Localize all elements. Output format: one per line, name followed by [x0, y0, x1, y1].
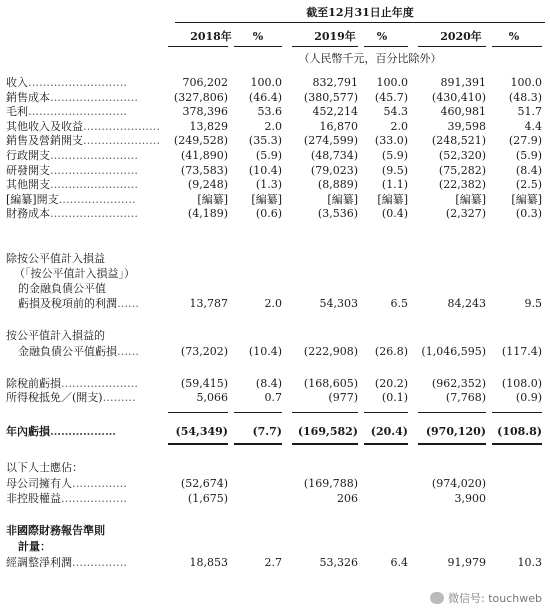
- cell-2020: (962,352): [431, 377, 486, 390]
- cell-2019-pct: (5.9): [381, 149, 408, 162]
- cell-2019: (8,889): [317, 178, 358, 191]
- loss-bottom-rule-2019: [292, 443, 358, 445]
- cell-2019: (977): [328, 391, 358, 404]
- cell-2020: (75,282): [438, 164, 486, 177]
- fv-gain-line-3: 的金融負債公平值: [18, 282, 106, 295]
- cell-2020: 84,243: [447, 297, 486, 310]
- attr-nci-label: 非控股權益………………: [6, 492, 127, 505]
- cell-2018: 13,829: [189, 120, 228, 133]
- cell-2020-pct: (5.9): [515, 149, 542, 162]
- cell-2018: (54,349): [175, 425, 228, 438]
- cell-2018-pct: 100.0: [250, 76, 282, 89]
- loss-top-rule-2019: [292, 412, 358, 413]
- col-2020: 2020年: [440, 30, 482, 43]
- pretax-label: 除稅前虧損…………………: [6, 377, 138, 390]
- col-2020-pct: %: [508, 30, 520, 43]
- cell-2018-pct: (7.7): [252, 425, 282, 438]
- cell-2019-pct: (9.5): [381, 164, 408, 177]
- adjusted-net-profit-label: 經調整淨利潤……………: [6, 556, 127, 569]
- cell-2019: (222,908): [303, 345, 358, 358]
- cell-2020: 3,900: [454, 492, 486, 505]
- cell-2018-pct: (10.4): [248, 164, 282, 177]
- cell-2019-pct: 100.0: [376, 76, 408, 89]
- cell-2019: 206: [337, 492, 358, 505]
- col-2019-pct: %: [376, 30, 388, 43]
- loss-top-rule-2020: [418, 412, 486, 413]
- fv-loss-line-2: 金融負債公平值虧損……: [18, 345, 139, 358]
- cell-2020-pct: [編纂]: [511, 193, 542, 206]
- cell-2018-pct: 2.0: [264, 120, 282, 133]
- period-rule: [175, 22, 545, 23]
- loss-bottom-rule-2019-pct: [364, 443, 408, 445]
- attr-heading: 以下人士應佔：: [6, 461, 83, 474]
- cell-2018: 706,202: [182, 76, 228, 89]
- unit-note: （人民幣千元，百分比除外）: [298, 52, 442, 65]
- attr-owners-label: 母公司擁有人……………: [6, 477, 127, 490]
- fv-gain-line-1: 除按公平值計入損益: [6, 252, 105, 265]
- row-label: 其他收入及收益…………………: [6, 120, 160, 133]
- cell-2018: (52,674): [180, 477, 228, 490]
- col-rule-2018-pct: [234, 46, 282, 47]
- col-2018-pct: %: [252, 30, 264, 43]
- col-rule-2019: [292, 46, 358, 47]
- row-label: 研發開支……………………: [6, 164, 138, 177]
- watermark: 微信号: touchweb: [430, 590, 542, 606]
- cell-2020-pct: (27.9): [508, 134, 542, 147]
- col-rule-2020-pct: [492, 46, 542, 47]
- cell-2018-pct: (10.4): [248, 345, 282, 358]
- cell-2019-pct: 54.3: [383, 105, 408, 118]
- cell-2019-pct: (33.0): [374, 134, 408, 147]
- row-label: 財務成本……………………: [6, 207, 138, 220]
- loss-top-rule-2019-pct: [364, 412, 408, 413]
- col-rule-2018: [168, 46, 228, 47]
- cell-2020-pct: 100.0: [510, 76, 542, 89]
- cell-2018: (327,806): [173, 91, 228, 104]
- cell-2018: (4,189): [187, 207, 228, 220]
- cell-2018: 13,787: [189, 297, 228, 310]
- non-ifrs-heading-2: 計量：: [18, 540, 51, 553]
- cell-2020: (974,020): [431, 477, 486, 490]
- cell-2019: (3,536): [317, 207, 358, 220]
- cell-2020: 91,979: [447, 556, 486, 569]
- row-label: [編纂]開支…………………: [6, 193, 136, 206]
- loss-top-rule-2018-pct: [234, 412, 282, 413]
- col-rule-2020: [418, 46, 486, 47]
- row-label: 銷售及營銷開支…………………: [6, 134, 160, 147]
- col-2019: 2019年: [314, 30, 356, 43]
- cell-2020: (248,521): [431, 134, 486, 147]
- loss-top-rule-2020-pct: [492, 412, 542, 413]
- cell-2020-pct: (108.0): [501, 377, 542, 390]
- cell-2018-pct: (1.3): [255, 178, 282, 191]
- cell-2019: (380,577): [303, 91, 358, 104]
- cell-2019: (169,788): [303, 477, 358, 490]
- cell-2020-pct: (0.9): [515, 391, 542, 404]
- cell-2020-pct: 10.3: [517, 556, 542, 569]
- loss-bottom-rule-2018-pct: [234, 443, 282, 445]
- tax-label: 所得稅抵免／(開支)………: [6, 391, 136, 404]
- cell-2019-pct: (0.1): [381, 391, 408, 404]
- col-rule-2019-pct: [364, 46, 408, 47]
- cell-2018: 18,853: [189, 556, 228, 569]
- cell-2018-pct: 53.6: [257, 105, 282, 118]
- col-2018: 2018年: [190, 30, 232, 43]
- cell-2020: 39,598: [447, 120, 486, 133]
- row-label: 銷售成本……………………: [6, 91, 138, 104]
- cell-2018: 378,396: [182, 105, 228, 118]
- cell-2019: (168,605): [303, 377, 358, 390]
- cell-2018-pct: 0.7: [264, 391, 282, 404]
- row-label: 收入………………………: [6, 76, 127, 89]
- cell-2018: (249,528): [173, 134, 228, 147]
- cell-2020: [編纂]: [455, 193, 486, 206]
- row-label: 其他開支……………………: [6, 178, 138, 191]
- cell-2018: 5,066: [196, 391, 228, 404]
- cell-2019-pct: (0.4): [381, 207, 408, 220]
- loss-bottom-rule-2020: [418, 443, 486, 445]
- fv-loss-line-1: 按公平值計入損益的: [6, 329, 105, 342]
- cell-2018-pct: (35.3): [248, 134, 282, 147]
- cell-2020: (7,768): [445, 391, 486, 404]
- cell-2020-pct: (108.8): [497, 425, 542, 438]
- fv-gain-line-4: 虧損及稅項前的利潤……: [18, 297, 139, 310]
- row-label: 行政開支……………………: [6, 149, 138, 162]
- cell-2018-pct: (8.4): [255, 377, 282, 390]
- cell-2018-pct: (46.4): [248, 91, 282, 104]
- loss-bottom-rule-2020-pct: [492, 443, 542, 445]
- cell-2019: (274,599): [303, 134, 358, 147]
- cell-2019: 53,326: [319, 556, 358, 569]
- cell-2019-pct: (1.1): [381, 178, 408, 191]
- cell-2018: (1,675): [187, 492, 228, 505]
- cell-2020: (430,410): [431, 91, 486, 104]
- cell-2019: (79,023): [310, 164, 358, 177]
- cell-2020: (1,046,595): [421, 345, 486, 358]
- non-ifrs-heading-1: 非國際財務報告準則: [6, 524, 105, 537]
- cell-2020: (52,320): [438, 149, 486, 162]
- cell-2020-pct: 4.4: [524, 120, 542, 133]
- cell-2018: [編纂]: [197, 193, 228, 206]
- cell-2019-pct: (20.2): [374, 377, 408, 390]
- cell-2019-pct: 6.5: [390, 297, 408, 310]
- cell-2018-pct: 2.0: [264, 297, 282, 310]
- cell-2018-pct: (0.6): [255, 207, 282, 220]
- cell-2019: 832,791: [312, 76, 358, 89]
- cell-2020: (22,382): [438, 178, 486, 191]
- cell-2019: (48,734): [310, 149, 358, 162]
- cell-2019-pct: 2.0: [390, 120, 408, 133]
- cell-2019: 452,214: [312, 105, 358, 118]
- loss-label: 年內虧損………………: [6, 425, 116, 438]
- cell-2019: [編纂]: [327, 193, 358, 206]
- cell-2020-pct: (48.3): [508, 91, 542, 104]
- cell-2019-pct: (20.4): [370, 425, 408, 438]
- cell-2019: 54,303: [319, 297, 358, 310]
- row-label: 毛利………………………: [6, 105, 127, 118]
- cell-2019: 16,870: [319, 120, 358, 133]
- loss-top-rule-2018: [168, 412, 228, 413]
- cell-2018-pct: [編纂]: [251, 193, 282, 206]
- cell-2018-pct: (5.9): [255, 149, 282, 162]
- cell-2019-pct: [編纂]: [377, 193, 408, 206]
- cell-2020: (2,327): [445, 207, 486, 220]
- cell-2020-pct: (8.4): [515, 164, 542, 177]
- cell-2020-pct: (2.5): [515, 178, 542, 191]
- fv-gain-line-2: （「按公平值計入損益」）: [14, 267, 135, 280]
- cell-2018: (59,415): [180, 377, 228, 390]
- cell-2020: 891,391: [440, 76, 486, 89]
- cell-2020: 460,981: [440, 105, 486, 118]
- cell-2018: (41,890): [180, 149, 228, 162]
- cell-2018: (73,583): [180, 164, 228, 177]
- cell-2019-pct: (45.7): [374, 91, 408, 104]
- wechat-icon: [430, 592, 444, 604]
- cell-2020-pct: 9.5: [524, 297, 542, 310]
- cell-2018: (9,248): [187, 178, 228, 191]
- cell-2020-pct: (117.4): [501, 345, 542, 358]
- loss-bottom-rule-2018: [168, 443, 228, 445]
- cell-2020-pct: (0.3): [515, 207, 542, 220]
- cell-2020-pct: 51.7: [517, 105, 542, 118]
- cell-2018: (73,202): [180, 345, 228, 358]
- cell-2019-pct: (26.8): [374, 345, 408, 358]
- cell-2020: (970,120): [425, 425, 486, 438]
- cell-2019-pct: 6.4: [390, 556, 408, 569]
- cell-2019: (169,582): [297, 425, 358, 438]
- cell-2018-pct: 2.7: [264, 556, 282, 569]
- period-heading: 截至12月31日止年度: [306, 6, 414, 19]
